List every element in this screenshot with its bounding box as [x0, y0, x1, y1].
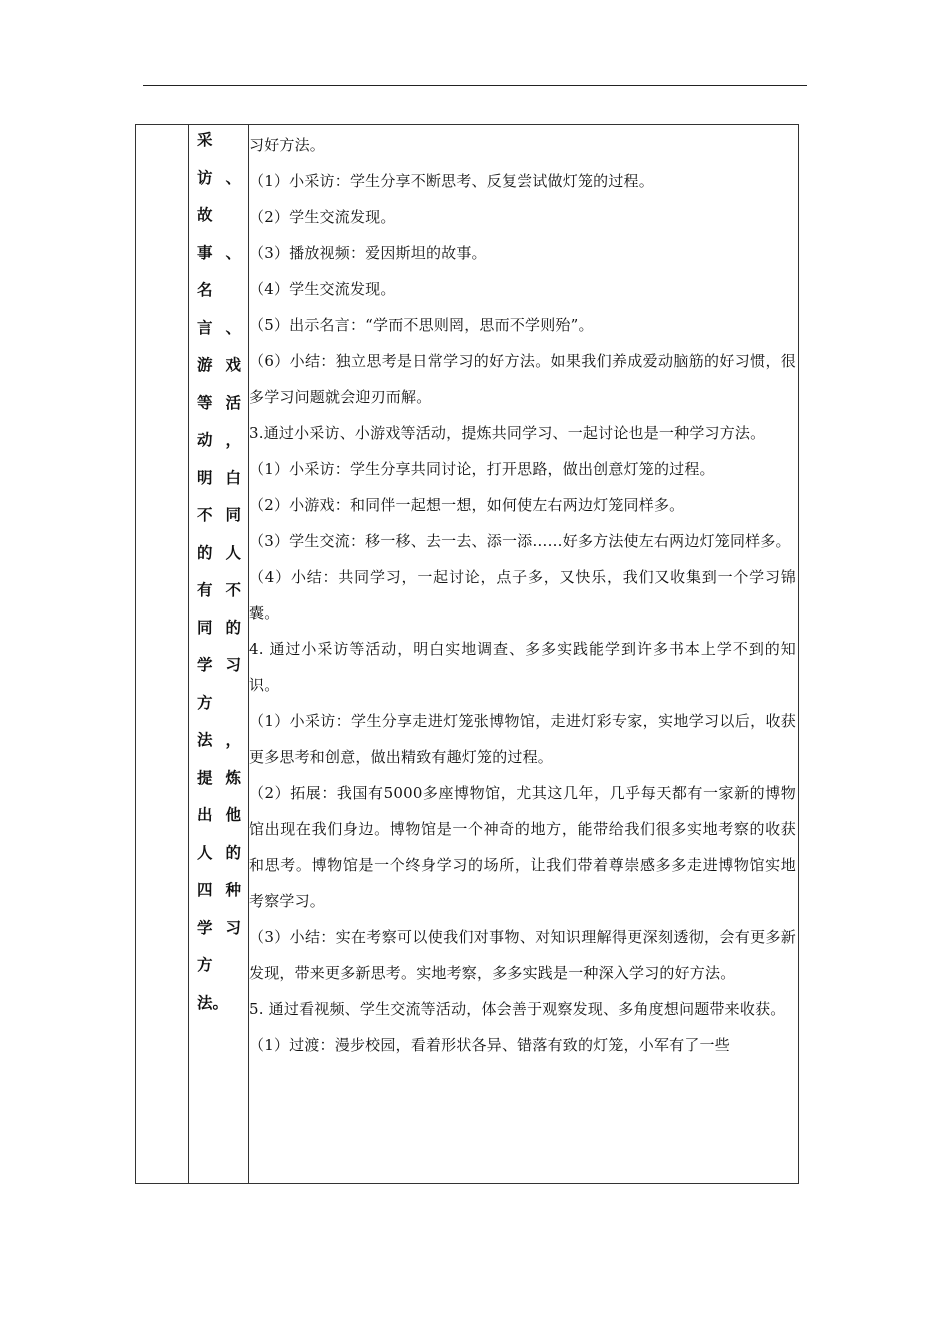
content-paragraph: 4. 通过小采访等活动，明白实地调查、多多实践能学到许多书本上学不到的知识。 — [249, 640, 796, 694]
goal-char: 同 — [225, 505, 241, 524]
goal-char: 种 — [225, 880, 241, 899]
goal-text-line — [189, 129, 247, 167]
goal-text-line — [189, 167, 247, 205]
goal-char: 、 — [225, 167, 241, 187]
goal-char: 、 — [225, 242, 241, 262]
content-paragraph: （1）小采访：学生分享不断思考、反复尝试做灯笼的过程。 — [249, 172, 654, 190]
goal-char: 四 — [197, 880, 213, 899]
goal-char: 事 — [197, 242, 213, 262]
goal-char: 提 — [197, 767, 213, 787]
content-paragraph: （3）播放视频：爱因斯坦的故事。 — [249, 244, 487, 262]
goal-char: 学 — [197, 655, 213, 674]
goal-text-line — [189, 504, 247, 542]
goal-char: 方 — [197, 692, 213, 712]
goal-char: 他 — [225, 805, 241, 824]
goal-char: ， — [225, 430, 241, 449]
goal-char: 出 — [197, 805, 213, 824]
goal-char: 人 — [225, 542, 241, 562]
goal-char: 故 — [197, 205, 213, 224]
goal-char: 炼 — [225, 767, 241, 787]
goal-text-line — [189, 204, 247, 242]
stage-cell — [136, 125, 188, 1183]
content-paragraph: （2）小游戏：和同伴一起想一想，如何使左右两边灯笼同样多。 — [249, 496, 685, 514]
goal-char: 不 — [197, 505, 213, 524]
content-paragraph: （1）过渡：漫步校园，看着形状各异、错落有致的灯笼，小军有了一些 — [249, 1036, 730, 1054]
content-paragraph: （1）小采访：学生分享共同讨论，打开思路，做出创意灯笼的过程。 — [249, 460, 715, 478]
goal-char: 的 — [225, 842, 241, 862]
goal-char: 方 — [197, 955, 213, 974]
goal-char: 动 — [197, 430, 213, 449]
goal-text-line — [189, 767, 247, 805]
goal-char: 不 — [225, 580, 241, 599]
goal-text-line — [189, 467, 247, 505]
content-paragraph: 5. 通过看视频、学生交流等活动，体会善于观察发现、多角度想问题带来收获。 — [249, 1000, 786, 1018]
content-paragraph: （4）学生交流发现。 — [249, 280, 396, 298]
goal-char: 习 — [225, 917, 241, 937]
goal-char: 有 — [197, 580, 213, 599]
content-paragraph: （3）学生交流：移一移、去一去、添一添……好多方法使左右两边灯笼同样多。 — [249, 532, 791, 550]
goal-char: 法 — [197, 730, 213, 749]
content-paragraph: （2）拓展：我国有5000多座博物馆，尤其这几年，几乎每天都有一家新的博物馆出现在我们身边。博物馆是一个神奇的地方，能带给我们很多实地考察的收获和思考。博物馆是一个终身学习的场所，让我们带着尊崇感多多走进博物馆实地考察学习。 — [249, 784, 796, 910]
content-paragraph: （6）小结：独立思考是日常学习的好方法。如果我们养成爱动脑筋的好习惯，很多学习问题就会迎刃而解。 — [249, 352, 796, 406]
goal-char: 活 — [225, 392, 241, 412]
goal-char: 法。 — [197, 992, 229, 1012]
goal-text-line — [189, 692, 247, 730]
goal-char: 等 — [197, 392, 213, 412]
goal-text-line — [189, 917, 247, 955]
goal-text-line — [189, 429, 247, 467]
goal-char: 访 — [197, 167, 213, 187]
goal-text-line — [189, 392, 247, 430]
goal-text-line — [189, 729, 247, 767]
goal-char: 白 — [225, 467, 241, 487]
content-paragraph: （3）小结：实在考察可以使我们对事物、对知识理解得更深刻透彻，会有更多新发现，带来更多新思考。实地考察，多多实践是一种深入学习的好方法。 — [249, 928, 796, 982]
goal-char: 、 — [225, 317, 241, 337]
content-paragraph: 习好方法。 — [249, 136, 326, 154]
goal-char: 明 — [197, 467, 213, 487]
content-cell — [249, 127, 796, 1063]
goal-text-line — [189, 317, 247, 355]
lesson-plan-table — [135, 124, 799, 1184]
goal-text-line — [189, 354, 247, 392]
goal-text-line — [189, 542, 247, 580]
goal-char: 名 — [197, 280, 213, 299]
goal-char: 游 — [197, 355, 213, 374]
goal-char: 习 — [225, 655, 241, 674]
content-paragraph: （2）学生交流发现。 — [249, 208, 396, 226]
goal-char: 言 — [197, 317, 213, 337]
goal-text-line — [189, 842, 247, 880]
goal-text-line — [189, 954, 247, 992]
goal-char: 的 — [197, 542, 213, 562]
goal-text-line — [189, 617, 247, 655]
goal-char: 采 — [197, 130, 213, 149]
content-paragraph: （4）小结：共同学习，一起讨论，点子多，又快乐，我们又收集到一个学习锦囊。 — [249, 568, 796, 622]
content-paragraph: （1）小采访：学生分享走进灯笼张博物馆，走进灯彩专家，实地学习以后，收获更多思考和创意，做出精致有趣灯笼的过程。 — [249, 712, 796, 766]
goal-char: 学 — [197, 917, 213, 937]
goal-char: 戏 — [225, 355, 241, 374]
goal-char: 人 — [197, 842, 213, 862]
goal-cell — [189, 129, 247, 1029]
goal-text-line — [189, 654, 247, 692]
goal-text-line — [189, 992, 247, 1030]
goal-text-line — [189, 279, 247, 317]
content-paragraph: 3.通过小采访、小游戏等活动，提炼共同学习、一起讨论也是一种学习方法。 — [249, 424, 766, 442]
content-paragraph: （5）出示名言：“学而不思则罔，思而不学则殆”。 — [249, 316, 594, 334]
goal-text-line — [189, 879, 247, 917]
goal-text-line — [189, 804, 247, 842]
goal-char: ， — [225, 730, 241, 749]
goal-text-line — [189, 579, 247, 617]
header-rule — [143, 85, 807, 86]
goal-text-line — [189, 242, 247, 280]
goal-char: 同 — [197, 617, 213, 637]
goal-char: 的 — [225, 617, 241, 637]
